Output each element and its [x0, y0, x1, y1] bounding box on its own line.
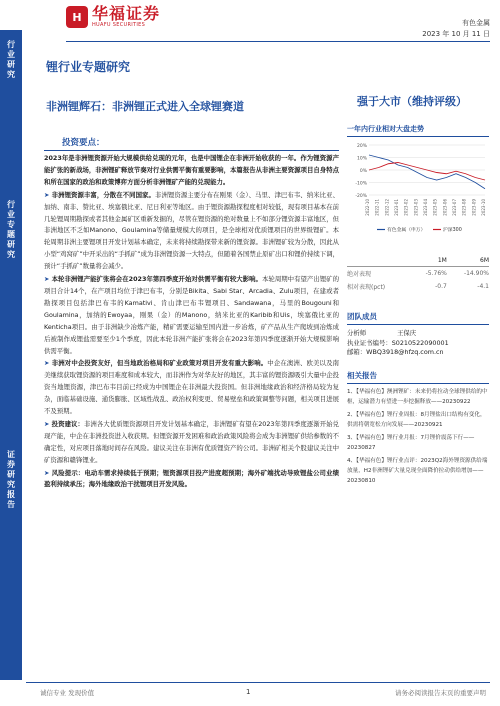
investment-point-paragraph: ➤ 投资建议：非洲各大优质锂资源项目开发计划基本确定，非洲锂矿有望在2023年第四季度逐渐开始兑现产能，中企在非洲投资进入收获期。但锂资源开发困难和政治政策风险将会成为非洲锂矿供给参数的不确定性，对应项目落地时间存在风险。建议关注在非洲有优质锂资产的公司。非洲矿相关个股建议关注中矿资源和赣锋锂业。 [44, 419, 340, 464]
perf-col-header [347, 255, 411, 267]
x-tick-label: 2023-02 [403, 199, 409, 216]
analyst-name: 王保庆 [397, 329, 417, 337]
perf-cell: -14.90% [463, 270, 489, 277]
x-tick-label: 2023-10 [481, 199, 486, 216]
investment-point-paragraph: ➤ 非洲对中企投资友好，但当地政治格局和矿业政策对项目开发有重大影响。中企在澳洲、欧美以及南美继续获取锂资源的项目难度和成本较大，而非洲作为对华友好的地区，其丰富的锂资源吸引大量中企投资当地锂资源，津巴布韦目前已经成为中国锂企在非洲最大投资国。但非洲地缘政治和经济格局较为复杂，面临基础设施、通货膨胀、区域性战乱、政治权利变更、贸易壁垒和政策调整等问题，相关项目进展不及预期。 [44, 359, 340, 416]
analyst-email[interactable]: 邮箱：WBQ3918@hfzq.com.cn [347, 348, 444, 356]
footer-divider [26, 682, 490, 683]
main-column [44, 136, 339, 491]
sidebar [0, 30, 22, 680]
x-tick-label: 2023-07 [452, 199, 457, 216]
x-tick-label: 2023-04 [423, 199, 428, 216]
team-title: 团队成员 [347, 311, 489, 325]
list-item[interactable]: 4、【华福有色】锂行业点评：2023Q2海外锂资源供给端放量，H2非洲锂矿大量兑现全面降价拉动供给增加——20230810 [347, 457, 488, 484]
list-item[interactable]: 2、【华福有色】锂行业周报：8月锂盐出口结构有变化，供需将朝宽松方向发展——20230921 [347, 411, 486, 428]
x-tick-label: 2022-12 [384, 199, 390, 216]
related-reports-list [347, 387, 489, 486]
x-tick-label: 2023-06 [442, 199, 448, 216]
legend-label: 沪深300 [443, 228, 462, 233]
sidebar-section-industry: 行 业 研 究 [7, 40, 15, 79]
x-tick-label: 2023-01 [394, 199, 399, 216]
list-item[interactable]: 1、【华福有色】澳洲锂矿：未来仍将拉动全球锂供给的中枢，运输潜力有望进一步挖掘释放——20230922 [347, 388, 488, 405]
header-meta [422, 18, 490, 40]
perf-row-label: 相对表现(pct) [347, 284, 386, 291]
performance-title: 一年内行业相对大盘走势 [347, 124, 489, 137]
y-tick-label: 0% [359, 169, 367, 174]
investment-point-paragraph: ➤ 本轮非洲锂产能扩张将会在2023年第四季度开始对供需平衡有较大影响。本轮周期中有望产出锂矿的项目合计14个，在产项目均位于津巴布韦，分别是Bikita、Sabi Star、Arcadia、Zulu项目，在建或者勘探项目包括津巴布韦的Kamativi、肯山津巴布韦锂项目、Sandawana，马里的Bougouni和Goulamina，加纳的Ewoyaa，刚果（金）的Manono，纳米比亚的Karibib和Uis，埃塞俄比亚的Kenticha项目。由于非洲缺少冶炼产能，精矿需要运输至国内进一步冶炼，矿产品从生产爬坡到冶炼成后被制作成锂盐需要至少1个季度，因此本轮非洲产能扩张将会在2023年第四季度逐渐开始大规模影响供需平衡。 [44, 275, 339, 355]
document-type: 锂行业专题研究 [46, 60, 131, 74]
report-category: 有色金属 [462, 19, 490, 27]
y-tick-label: -20% [355, 194, 367, 199]
perf-col-header: 6M [447, 255, 489, 267]
perf-cell: -5.76% [425, 270, 447, 277]
report-date: 2023 年 10 月 11 日 [422, 30, 490, 38]
x-tick-label: 2022-11 [374, 199, 380, 216]
series-line [369, 155, 485, 189]
x-tick-label: 2023-03 [413, 199, 419, 216]
analyst-role: 分析师 [347, 329, 367, 337]
x-tick-label: 2023-09 [471, 199, 477, 216]
header-divider [66, 41, 490, 42]
investment-point-paragraph: ➤ 非洲锂资源丰富，分散在不同国家。非洲锂资源主要分布在刚果（金）、马里、津巴布韦、纳米比亚、加纳、南非、赞比亚、埃塞俄比亚、尼日利亚等地区。由于锂资源勘探程度相对较低，现有项目基本在前几轮锂周期勘探或者其他金属矿区重新发掘的，尽管在锂资源的绝对数量上不如部分锂资源丰富地区，但非洲地区不乏如Manono、Goulamina等储量规模大的项目，是全球相对优质锂项目的世界级锂矿。本轮周期非洲主要锂项目开发计划基本确定，未来将持续勘探带来新的锂资源。非洲锂矿较为分散，因此从小型“鸡窝矿”中开采出的“手抓矿”成为非洲锂资源一大特点，但随着各国禁止原矿出口和锂价持续下调，预计“手抓矿”数量将会减少。 [44, 190, 339, 271]
analyst-info [347, 329, 489, 358]
footer-disclaimer: 请务必阅读报告末页的重要声明 [395, 689, 486, 697]
perf-col-header: 1M [411, 255, 447, 267]
logo-mark-icon: H [66, 6, 88, 28]
investment-points-heading: 投资要点： [44, 136, 339, 151]
perf-cell: -4.1 [477, 283, 489, 290]
investment-points-body [44, 153, 339, 491]
performance-chart [347, 137, 489, 237]
page-number: 1 [246, 688, 251, 696]
y-tick-label: -10% [355, 181, 367, 187]
logo-text-cn: 华福证券 [92, 4, 161, 23]
performance-table [347, 255, 489, 293]
logo-text-en: HUAFU SECURITIES [92, 22, 146, 28]
company-logo [66, 6, 160, 28]
report-headline: 非洲锂辉石：非洲锂正式进入全球锂赛道 [46, 100, 244, 113]
investment-point-paragraph: 2023年是非洲锂资源开始大规模供给兑现的元年，也是中国锂企在非洲开始收获的一年。作为锂资源产能扩张的新战场，非洲锂矿释放节奏对行业供需平衡有重要影响，本篇报告从非洲主要资源项目自身特点和所在国家的政治和政策博弈方面分析非洲锂矿产能的兑现能力。 [44, 154, 339, 186]
related-reports-title: 相关报告 [347, 370, 489, 384]
footer-slogan: 诚信专业 发现价值 [40, 689, 95, 697]
x-tick-label: 2023-05 [432, 199, 438, 216]
y-tick-label: 20% [356, 144, 367, 149]
analyst-cert: 执业证书编号：S0210522090001 [347, 338, 449, 347]
side-column [347, 124, 489, 486]
legend-label: 有色金属（申万） [387, 228, 426, 233]
investment-point-paragraph: ➤ 风险提示：电动车需求持续低于预期；锂资源项目投产进度超预期；海外矿端扰动导致锂盐公司业绩盈利持续承压；海外地缘政治干扰锂项目开发风险。 [44, 468, 339, 489]
industry-rating: 强于大市（维持评级） [357, 95, 467, 108]
sidebar-section-report: 证 券 研 究 报 告 [7, 450, 15, 509]
perf-cell: -0.7 [435, 283, 447, 290]
y-tick-label: 10% [356, 156, 367, 162]
table-row [347, 267, 489, 281]
x-tick-label: 2022-10 [365, 199, 370, 216]
perf-row-label: 绝对表现 [347, 271, 372, 278]
list-item[interactable]: 3、【华福有色】锂行业月报：7月锂价震荡下行——20230827 [347, 434, 475, 451]
sidebar-section-topic: 行 业 专 题 研 究 [7, 200, 15, 259]
x-tick-label: 2023-08 [461, 199, 467, 216]
table-row [347, 280, 489, 293]
